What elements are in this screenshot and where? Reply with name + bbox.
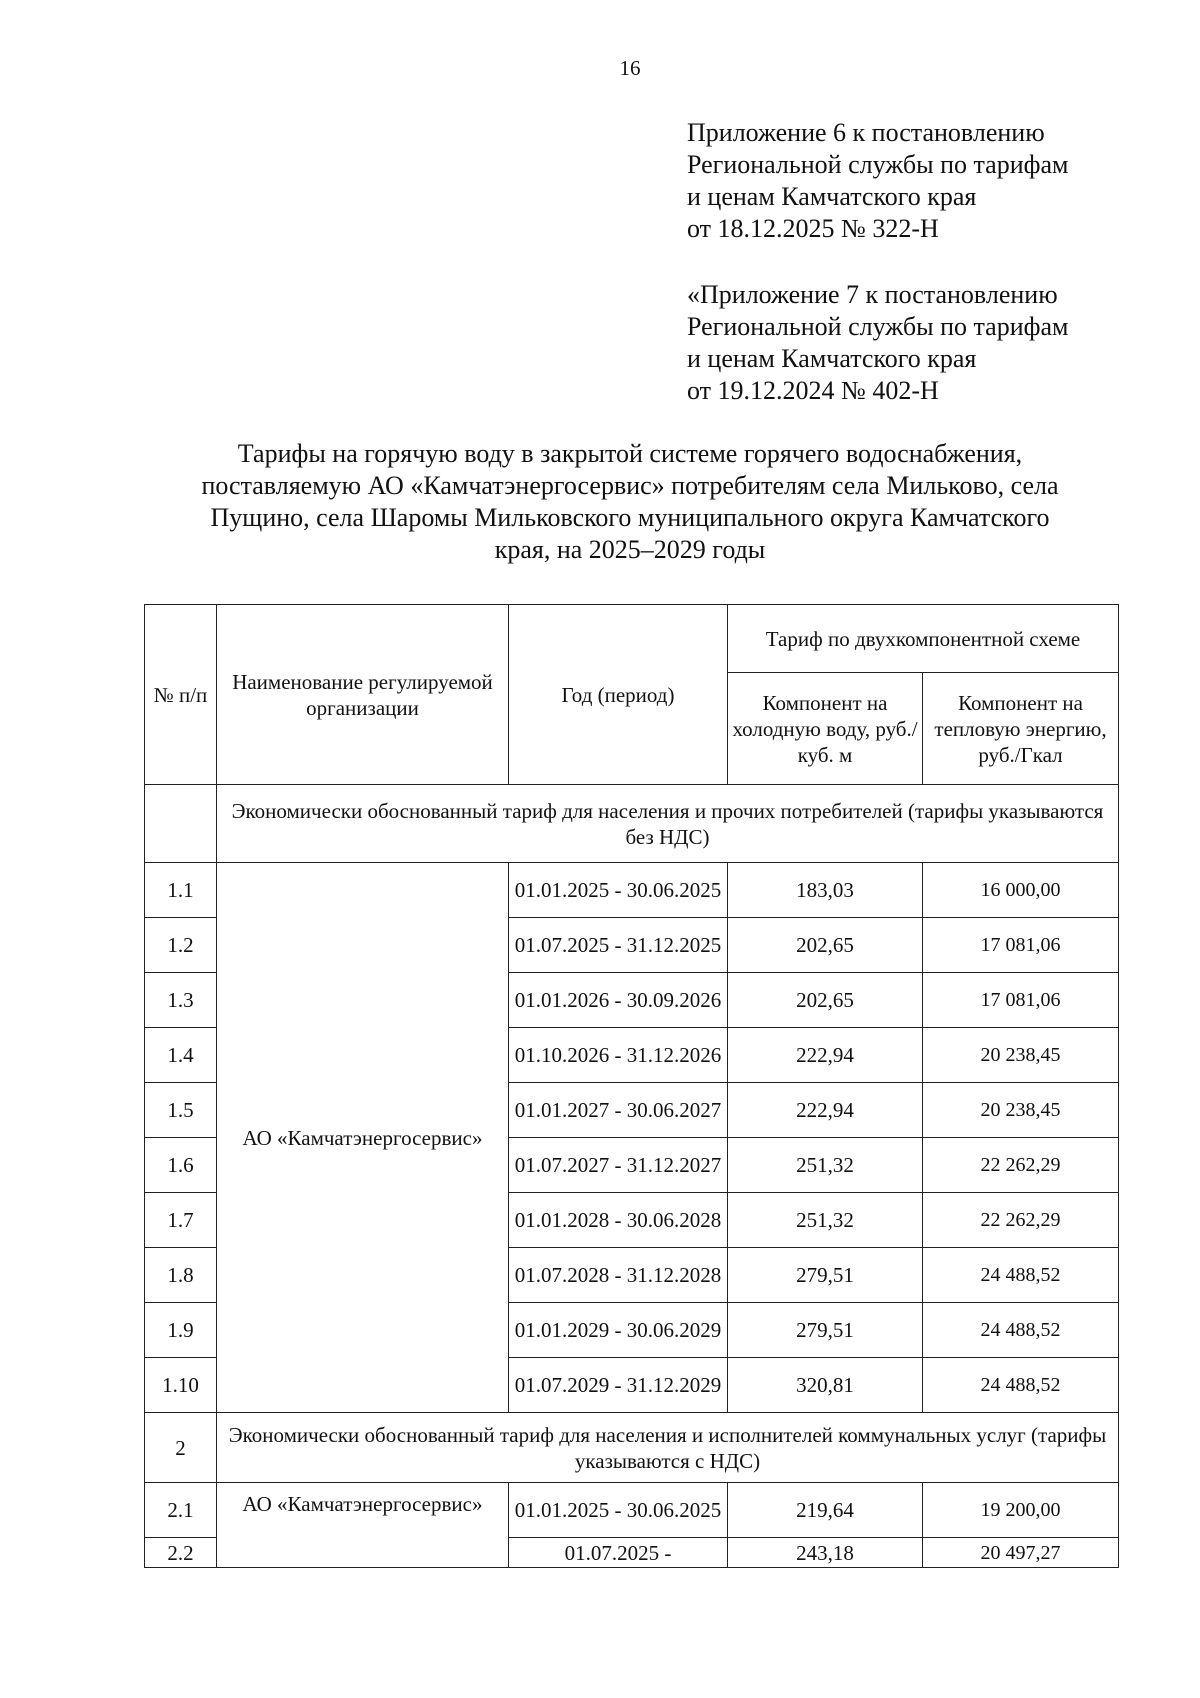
row-cold-value: 219,64 bbox=[728, 1483, 923, 1538]
table-row bbox=[145, 863, 1119, 918]
row-period: 01.07.2027 - 31.12.2027 bbox=[509, 1138, 728, 1193]
header-heat-energy: Компонент на тепловую энергию, руб./Гкал bbox=[923, 673, 1119, 785]
row-num: 1.7 bbox=[145, 1193, 217, 1248]
approval-line: «Приложение 7 к постановлению bbox=[687, 280, 1058, 309]
row-period: 01.01.2028 - 30.06.2028 bbox=[509, 1193, 728, 1248]
title-line: Тарифы на горячую воду в закрытой системе горячего водоснабжения, bbox=[237, 439, 1023, 468]
section-num: 2 bbox=[145, 1413, 217, 1483]
header-tariff-group: Тариф по двухкомпонентной схеме bbox=[728, 605, 1119, 673]
row-num: 2.1 bbox=[145, 1483, 217, 1538]
header-cold-water: Компонент на холодную воду, руб./куб. м bbox=[728, 673, 923, 785]
header-row bbox=[145, 605, 1119, 673]
approval-current bbox=[687, 117, 1068, 245]
row-cold-value: 202,65 bbox=[728, 973, 923, 1028]
row-period: 01.10.2026 - 31.12.2026 bbox=[509, 1028, 728, 1083]
page-number: 16 bbox=[619, 56, 641, 80]
row-cold-value: 222,94 bbox=[728, 1083, 923, 1138]
row-cold-value: 202,65 bbox=[728, 918, 923, 973]
approval-line: Приложение 6 к постановлению bbox=[687, 118, 1045, 147]
row-num: 1.10 bbox=[145, 1358, 217, 1413]
organization-cell: АО «Камчатэнергосервис» bbox=[217, 1483, 509, 1568]
section-title: Экономически обоснованный тариф для населения и исполнителей коммунальных услуг (тарифы указываются с НДС) bbox=[217, 1413, 1119, 1483]
row-period: 01.01.2025 - 30.06.2025 bbox=[509, 863, 728, 918]
row-heat-value: 20 497,27 bbox=[923, 1538, 1119, 1568]
section-row bbox=[145, 1413, 1119, 1483]
row-cold-value: 183,03 bbox=[728, 863, 923, 918]
row-cold-value: 251,32 bbox=[728, 1193, 923, 1248]
row-num: 1.2 bbox=[145, 918, 217, 973]
row-heat-value: 20 238,45 bbox=[923, 1028, 1119, 1083]
header-period: Год (период) bbox=[509, 605, 728, 785]
approval-line: и ценам Камчатского края bbox=[687, 344, 977, 373]
tariff-table bbox=[144, 604, 1119, 1568]
row-heat-value: 16 000,00 bbox=[923, 863, 1119, 918]
row-heat-value: 22 262,29 bbox=[923, 1193, 1119, 1248]
row-period: 01.07.2028 - 31.12.2028 bbox=[509, 1248, 728, 1303]
header-num: № п/п bbox=[145, 605, 217, 785]
row-heat-value: 19 200,00 bbox=[923, 1483, 1119, 1538]
row-num: 1.4 bbox=[145, 1028, 217, 1083]
row-cold-value: 251,32 bbox=[728, 1138, 923, 1193]
row-num: 1.8 bbox=[145, 1248, 217, 1303]
row-heat-value: 24 488,52 bbox=[923, 1358, 1119, 1413]
title-line: поставляемую АО «Камчатэнергосервис» потребителям села Мильково, села bbox=[201, 471, 1059, 500]
row-cold-value: 279,51 bbox=[728, 1248, 923, 1303]
row-cold-value: 243,18 bbox=[728, 1538, 923, 1568]
header-organization: Наименование регулируемой организации bbox=[217, 605, 509, 785]
row-num: 1.5 bbox=[145, 1083, 217, 1138]
approval-line: Региональной службы по тарифам bbox=[687, 312, 1069, 341]
row-period: 01.01.2027 - 30.06.2027 bbox=[509, 1083, 728, 1138]
row-num: 1.6 bbox=[145, 1138, 217, 1193]
row-heat-value: 20 238,45 bbox=[923, 1083, 1119, 1138]
document-title bbox=[140, 438, 1120, 566]
row-num: 2.2 bbox=[145, 1538, 217, 1568]
row-period: 01.01.2029 - 30.06.2029 bbox=[509, 1303, 728, 1358]
row-period: 01.07.2029 - 31.12.2029 bbox=[509, 1358, 728, 1413]
row-heat-value: 17 081,06 bbox=[923, 973, 1119, 1028]
row-num: 1.3 bbox=[145, 973, 217, 1028]
row-cold-value: 279,51 bbox=[728, 1303, 923, 1358]
approval-previous bbox=[687, 279, 1068, 407]
section-title: Экономически обоснованный тариф для населения и прочих потребителей (тарифы указываются без НДС) bbox=[217, 785, 1119, 863]
title-line: края, на 2025–2029 годы bbox=[494, 535, 766, 564]
approval-line: и ценам Камчатского края bbox=[687, 182, 977, 211]
organization-cell: АО «Камчатэнергосервис» bbox=[217, 863, 509, 1413]
approval-line: от 18.12.2025 № 322-Н bbox=[687, 214, 939, 243]
row-cold-value: 222,94 bbox=[728, 1028, 923, 1083]
row-period: 01.07.2025 - 31.12.2025 bbox=[509, 918, 728, 973]
section-num bbox=[145, 785, 217, 863]
title-line: Пущино, села Шаромы Мильковского муниципального округа Камчатского bbox=[210, 503, 1050, 532]
row-heat-value: 24 488,52 bbox=[923, 1248, 1119, 1303]
section-row bbox=[145, 785, 1119, 863]
row-heat-value: 17 081,06 bbox=[923, 918, 1119, 973]
table-row bbox=[145, 1483, 1119, 1538]
approval-line: Региональной службы по тарифам bbox=[687, 150, 1069, 179]
row-num: 1.1 bbox=[145, 863, 217, 918]
row-period: 01.01.2026 - 30.09.2026 bbox=[509, 973, 728, 1028]
row-num: 1.9 bbox=[145, 1303, 217, 1358]
row-period: 01.07.2025 - bbox=[509, 1538, 728, 1568]
approval-line: от 19.12.2024 № 402-Н bbox=[687, 376, 939, 405]
row-cold-value: 320,81 bbox=[728, 1358, 923, 1413]
row-period: 01.01.2025 - 30.06.2025 bbox=[509, 1483, 728, 1538]
row-heat-value: 22 262,29 bbox=[923, 1138, 1119, 1193]
row-heat-value: 24 488,52 bbox=[923, 1303, 1119, 1358]
